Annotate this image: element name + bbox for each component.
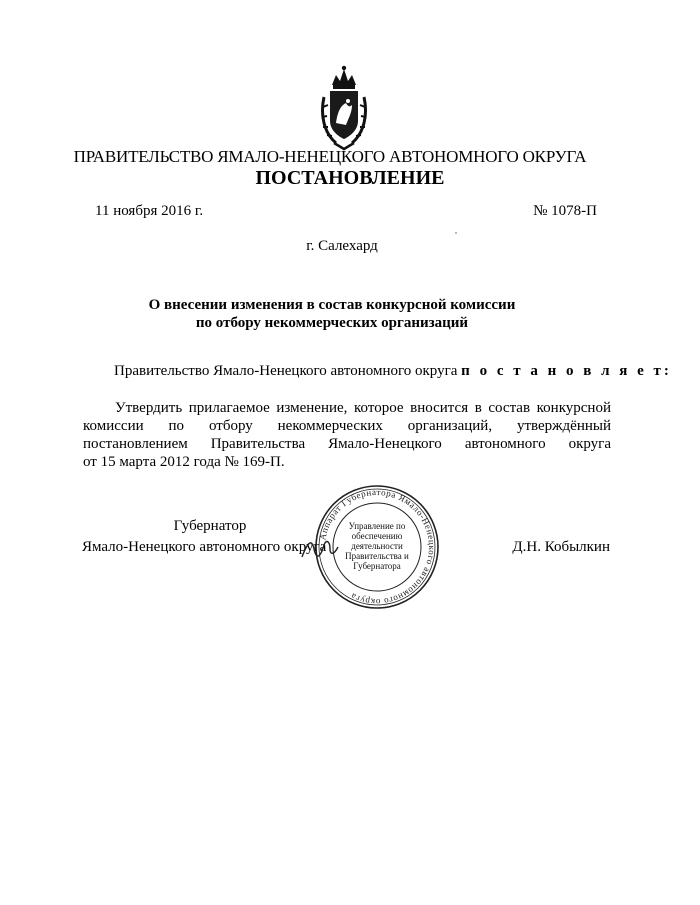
yanao-coat-of-arms-icon bbox=[318, 63, 370, 151]
paragraph-line: постановлением Правительства Ямало-Ненецкого автономного округа bbox=[83, 436, 611, 452]
preamble bbox=[114, 363, 672, 380]
stamp-inner-text: Управление по обеспечению деятельности Правительства и Губернатора bbox=[345, 521, 409, 571]
paragraph-line: от 15 марта 2012 года № 169-П. bbox=[83, 454, 285, 470]
paragraph-line: комиссии по отбору некоммерческих организаций, утверждённый bbox=[83, 418, 611, 434]
document-city: г. Салехард bbox=[306, 238, 378, 254]
signatory-name: Д.Н. Кобылкин bbox=[512, 539, 610, 555]
preamble-text: Правительство Ямало-Ненецкого автономного округа bbox=[114, 363, 462, 379]
document-date: 11 ноября 2016 г. bbox=[95, 203, 204, 219]
document-number: № 1078-П bbox=[533, 203, 597, 219]
signatory-organization: Ямало-Ненецкого автономного округа bbox=[82, 539, 327, 555]
document-title-line-1: О внесении изменения в состав конкурсной комиссии bbox=[148, 297, 516, 313]
document-title bbox=[0, 296, 664, 332]
document-type-heading: ПОСТАНОВЛЕНИЕ bbox=[255, 167, 445, 189]
paragraph-line: Утвердить прилагаемое изменение, которое вносится в состав конкурсной bbox=[115, 400, 611, 416]
scan-speck bbox=[455, 232, 457, 234]
document-title-line-2: по отбору некоммерческих организаций bbox=[195, 315, 469, 331]
stamp-outer-text: Аппарат Губернатора Ямало-Ненецкого автономного округа bbox=[317, 486, 438, 608]
organization-title: ПРАВИТЕЛЬСТВО ЯМАЛО-НЕНЕЦКОГО АВТОНОМНОГО ОКРУГА bbox=[73, 147, 587, 166]
preamble-decree: п о с т а н о в л я е т: bbox=[461, 363, 672, 379]
signatory-position: Губернатор bbox=[173, 518, 247, 534]
decree-paragraph bbox=[83, 399, 611, 471]
